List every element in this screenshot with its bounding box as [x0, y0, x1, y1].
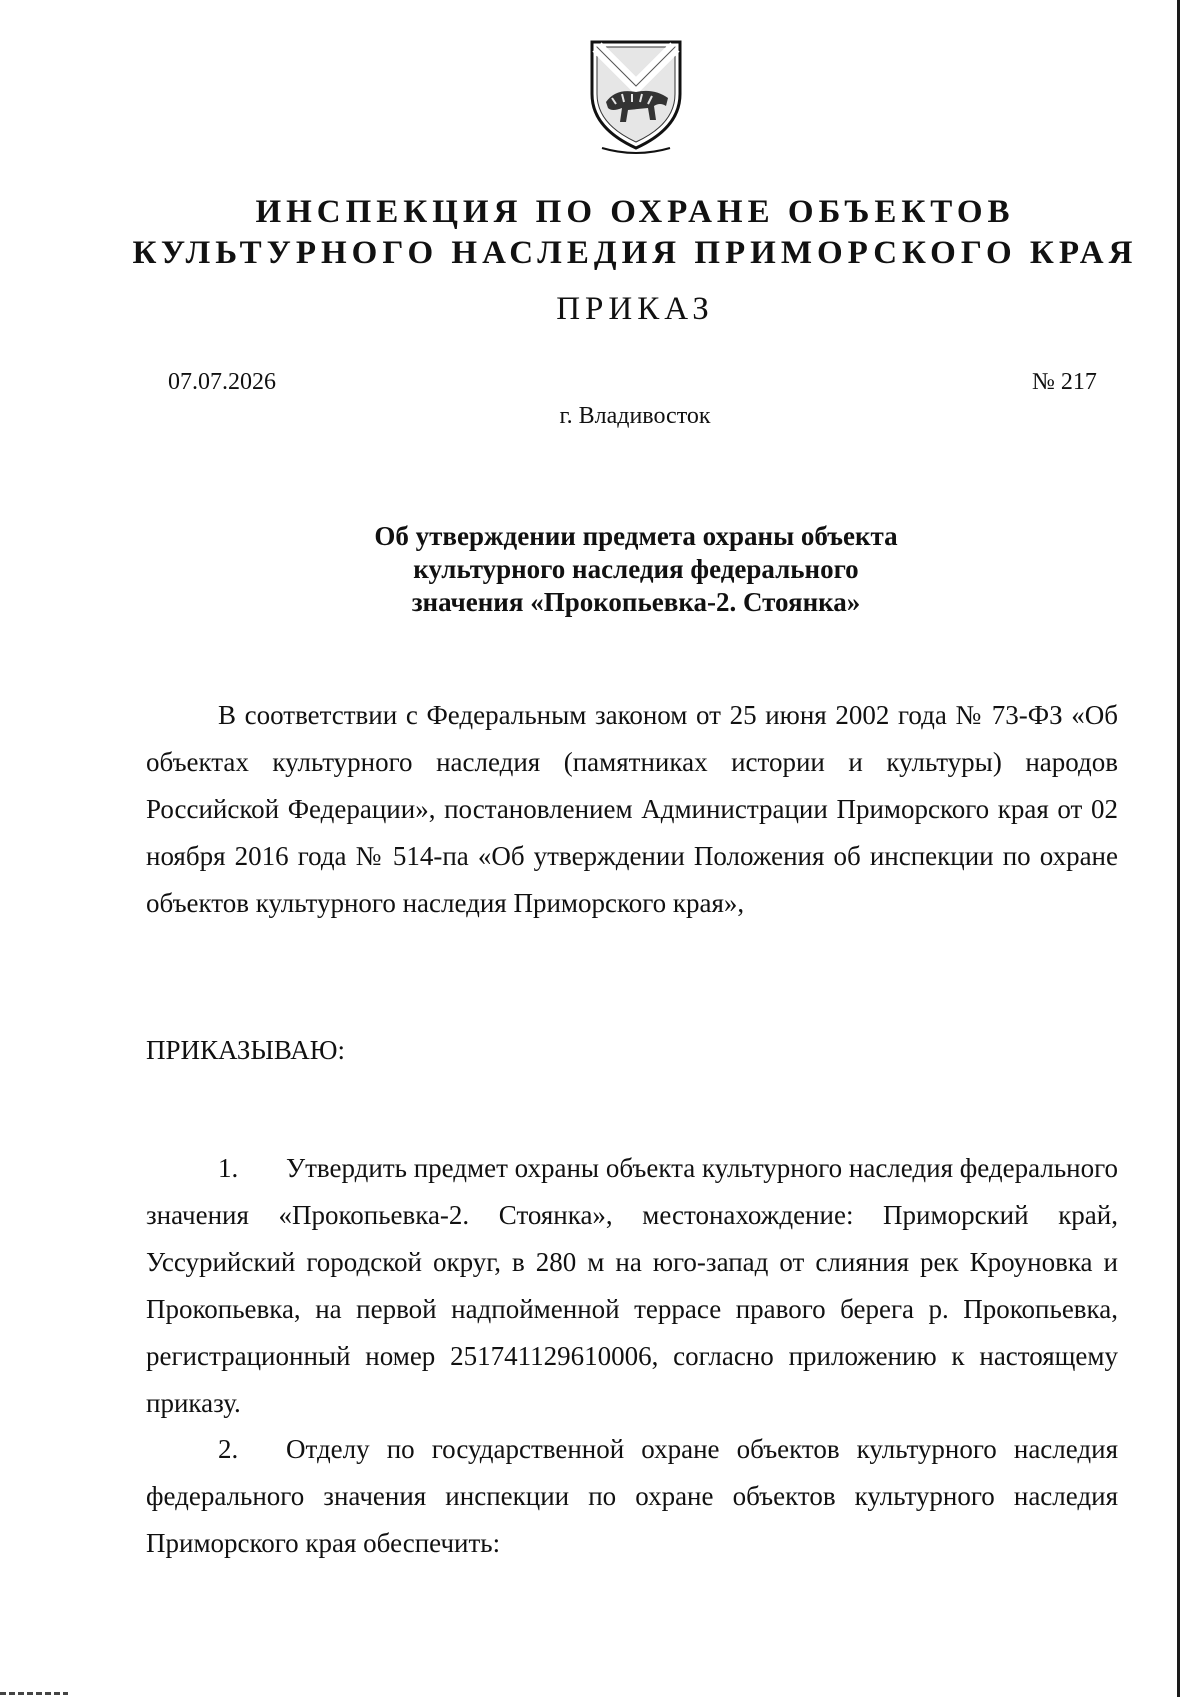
- document-city: г. Владивосток: [559, 403, 711, 429]
- subject-line: значения «Прокопьевка-2. Стоянка»: [411, 587, 861, 617]
- organization-name-line-2: КУЛЬТУРНОГО НАСЛЕДИЯ ПРИМОРСКОГО КРАЯ: [132, 235, 1138, 271]
- document-subject: [300, 520, 972, 619]
- organization-name-line-1: ИНСПЕКЦИЯ ПО ОХРАНЕ ОБЪЕКТОВ: [255, 194, 1015, 230]
- primorsky-krai-coat-of-arms-icon: [582, 36, 690, 154]
- item-text: Утвердить предмет охраны объекта культурного наследия федерального значения «Прокопьевка-2. Стоянка», местонахождение: Приморский край, Уссурийский городской округ, в 280 м на юго-запад от слияния рек Кроуновка и Прокопьевка, на первой надпойменной террасе правого берега р. Прокопьевка, регистрационный номер 251741129610006, согласно приложению к настоящему приказу.: [146, 1153, 1118, 1418]
- document-date: 07.07.2026: [168, 369, 276, 395]
- preamble-paragraph: В соответствии с Федеральным законом от 25 июня 2002 года № 73-ФЗ «Об объектах культурного наследия (памятниках истории и культуры) народов Российской Федерации», постановлением Администрации Приморского края от 02 ноября 2016 года № 514-па «Об утверждении Положения об инспекции по охране объектов культурного наследия Приморского края»,: [146, 700, 1118, 918]
- order-word: ПРИКАЗЫВАЮ:: [146, 1035, 345, 1065]
- subject-line: культурного наследия федерального: [413, 554, 859, 584]
- document-number: № 217: [1032, 369, 1097, 395]
- item-number: 1.: [218, 1153, 239, 1183]
- item-text: Отделу по государственной охране объектов культурного наследия федерального значения инспекции по охране объектов культурного наследия Приморского края обеспечить:: [146, 1434, 1118, 1558]
- order-item-2: [146, 1426, 1118, 1567]
- scan-artifact: [0, 1692, 68, 1695]
- item-number: 2.: [218, 1434, 239, 1464]
- document-type: ПРИКАЗ: [556, 291, 714, 327]
- order-item-1: [146, 1145, 1118, 1427]
- subject-line: Об утверждении предмета охраны объекта: [374, 521, 898, 551]
